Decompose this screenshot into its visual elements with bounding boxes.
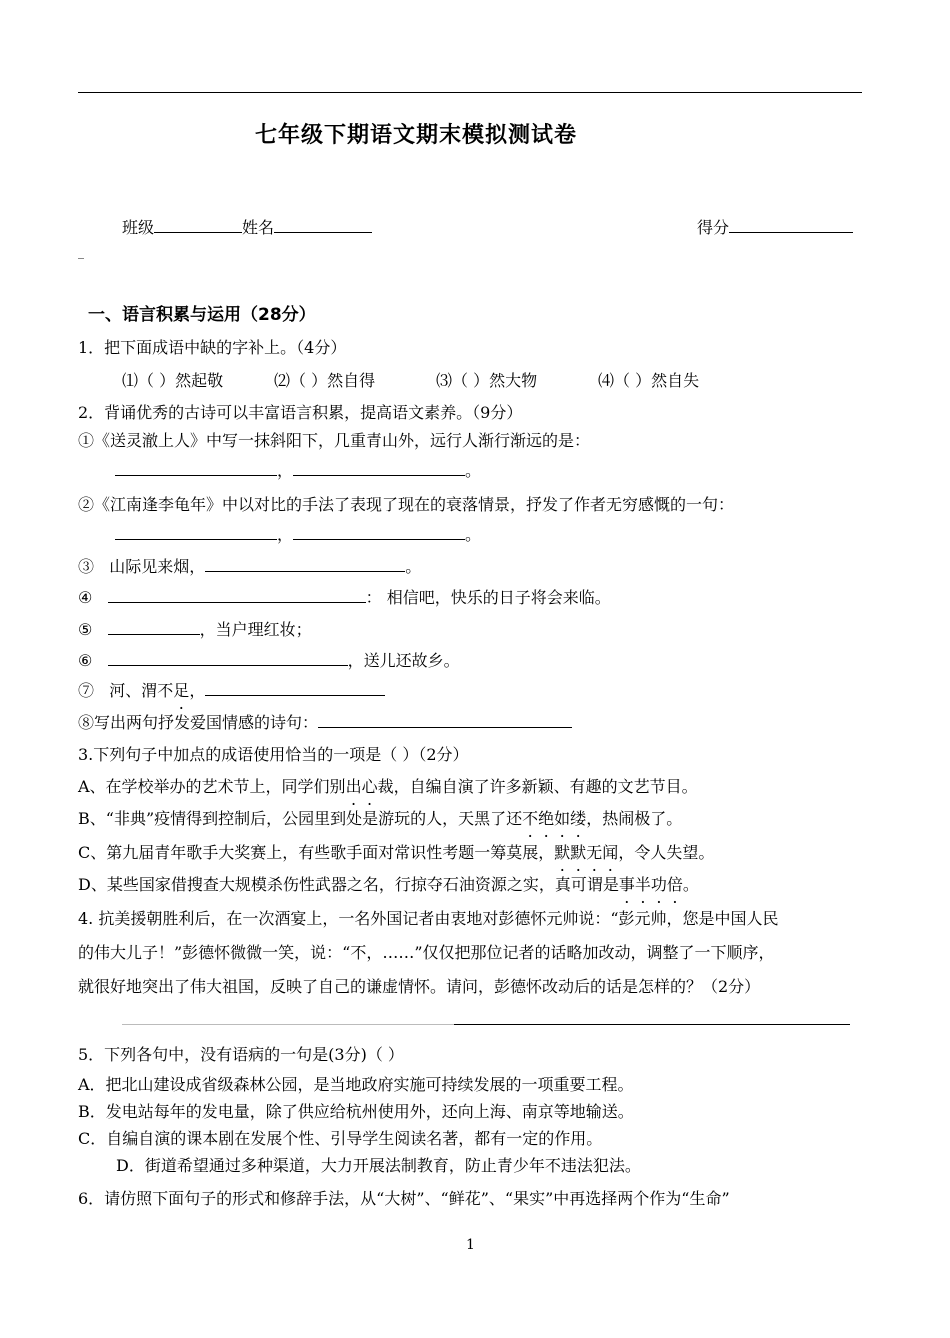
- item-text: ，送儿还故乡。: [347, 651, 460, 670]
- q2-item-6: [78, 648, 460, 671]
- period: 。: [465, 461, 482, 480]
- q5-option-a: A．把北山建设成省级森林公园，是当地政府实施可持续发展的一项重要工程。: [78, 1075, 634, 1094]
- class-blank[interactable]: [154, 218, 242, 233]
- emphasis-char: 足: [173, 681, 190, 700]
- item-text: ，当户理红妆；: [199, 620, 312, 639]
- q2-item-2: ②《江南逢李龟年》中以对比的手法了表现了现在的衰落情景，抒发了作者无穷感慨的一句：: [78, 495, 735, 514]
- page-number: 1: [466, 1237, 475, 1253]
- emphasis-char: 事: [618, 875, 635, 894]
- stray-mark: _: [78, 245, 84, 259]
- q3-option-c: [78, 840, 714, 863]
- emphasis-char: 倍: [666, 875, 683, 894]
- option-text: 。: [682, 875, 699, 894]
- emphasis-char: 绝: [538, 809, 555, 828]
- answer-blank[interactable]: [115, 461, 277, 476]
- emphasis-char: 心: [361, 777, 378, 796]
- q3-option-d: [78, 872, 699, 895]
- name-blank[interactable]: [274, 218, 372, 233]
- item-number: ⑦: [78, 681, 95, 700]
- q2-item-8: [78, 710, 572, 733]
- answer-blank[interactable]: [108, 620, 200, 635]
- item-text: 河、渭不: [109, 681, 174, 700]
- item-number: ⑥: [78, 651, 93, 670]
- q1-item: ⑷（ ）然自失: [598, 371, 700, 390]
- q2-stem: 2．背诵优秀的古诗可以丰富语言积累，提高语文素养。（9分）: [78, 403, 523, 422]
- page-title: 七年级下期语文期末模拟测试卷: [255, 122, 578, 148]
- period: 。: [405, 557, 422, 576]
- option-text: 裁，自编自演了许多新颖、有趣的文艺节目。: [377, 777, 698, 796]
- answer-blank[interactable]: [205, 681, 385, 696]
- q2-item-4: [78, 585, 611, 608]
- q2-item-1-answer: [115, 458, 481, 481]
- q4-answer-line[interactable]: [454, 1024, 850, 1025]
- item-number: ⑤: [78, 620, 93, 639]
- answer-blank[interactable]: [293, 461, 465, 476]
- name-label: 姓名: [242, 218, 275, 237]
- answer-blank[interactable]: [293, 525, 465, 540]
- class-label: 班级: [122, 218, 155, 237]
- answer-blank[interactable]: [318, 713, 572, 728]
- q3-option-a: [78, 774, 698, 797]
- q5-stem: 5．下列各句中，没有语病的一句是(3分)（ ）: [78, 1045, 404, 1064]
- item-text: ： 相信吧，快乐的日子将会来临。: [365, 588, 611, 607]
- q1-item: ⑶（ ）然大物: [436, 371, 538, 390]
- answer-blank[interactable]: [205, 557, 405, 572]
- emphasis-char: 默: [570, 843, 587, 862]
- q1-item: ⑴（ ）然起敬: [122, 371, 224, 390]
- q2-item-3: [78, 554, 421, 577]
- q2-item-2-answer: [115, 522, 481, 545]
- score-blank[interactable]: [729, 218, 853, 233]
- emphasis-char: 无: [586, 843, 603, 862]
- section-heading: 一、语言积累与运用（28分）: [88, 305, 316, 325]
- option-text: ，热闹极了。: [586, 809, 683, 828]
- option-text: C、第九届青年歌手大奖赛上，有些歌手面对常识性考题一筹莫展，: [78, 843, 555, 862]
- emphasis-char: 闻: [602, 843, 619, 862]
- student-info-row: [122, 215, 372, 238]
- emphasis-char: 不: [522, 809, 539, 828]
- q3-stem: 3.下列句子中加点的成语使用恰当的一项是（ ）（2分）: [78, 745, 469, 764]
- comma: ，: [277, 461, 294, 480]
- answer-blank[interactable]: [115, 525, 277, 540]
- top-rule: [78, 92, 862, 93]
- q4-line-2: 的伟大儿子！”彭德怀微微一笑，说：“不，……”仅仅把那位记者的话略加改动，调整了一下顺序，: [78, 943, 775, 962]
- q4-answer-line-faint[interactable]: [122, 1024, 454, 1025]
- emphasis-char: 功: [650, 875, 667, 894]
- score-label: 得分: [697, 218, 730, 237]
- q5-option-c: C．自编自演的课本剧在发展个性、引导学生阅读名著，都有一定的作用。: [78, 1129, 603, 1148]
- item-text: 山际见来烟，: [109, 557, 206, 576]
- q2-item-5: [78, 617, 312, 640]
- emphasis-char: 出: [345, 777, 362, 796]
- period: 。: [465, 525, 482, 544]
- q1-stem: 1．把下面成语中缺的字补上。（4分）: [78, 338, 347, 357]
- emphasis-char: 缕: [570, 809, 587, 828]
- item-number: ④: [78, 588, 93, 607]
- item-text: ⑧写出两句抒发爱国情感的诗句：: [78, 713, 319, 732]
- option-text: A、在学校举办的艺术节上，同学们别: [78, 777, 346, 796]
- option-text: D、某些国家借搜查大规模杀伤性武器之名，行掠夺石油资源之实，真可谓是: [78, 875, 619, 894]
- item-text: ，: [189, 681, 206, 700]
- comma: ，: [277, 525, 294, 544]
- q4-line-1: 4. 抗美援朝胜利后，在一次酒宴上，一名外国记者由衷地对彭德怀元帅说：“彭元帅，您是中国人民: [78, 909, 779, 928]
- q2-item-1: ①《送灵澈上人》中写一抹斜阳下，几重青山外，远行人渐行渐远的是：: [78, 431, 591, 450]
- q3-option-b: [78, 806, 682, 829]
- answer-blank[interactable]: [108, 651, 348, 666]
- option-text: ，令人失望。: [618, 843, 715, 862]
- emphasis-char: 半: [634, 875, 651, 894]
- q2-item-7: [78, 678, 385, 701]
- score-field: [697, 215, 853, 238]
- emphasis-char: 默: [554, 843, 571, 862]
- q5-option-b: B．发电站每年的发电量，除了供应给杭州使用外，还向上海、南京等地输送。: [78, 1102, 634, 1121]
- q4-line-3: 就很好地突出了伟大祖国，反映了自己的谦虚情怀。请问，彭德怀改动后的话是怎样的？（2分）: [78, 977, 761, 996]
- q6-stem: 6．请仿照下面句子的形式和修辞手法，从“大树”、“鲜花”、“果实”中再选择两个作为“生命”: [78, 1189, 730, 1208]
- item-number: ③: [78, 557, 95, 576]
- q1-item: ⑵（ ）然自得: [274, 371, 376, 390]
- emphasis-char: 如: [554, 809, 571, 828]
- q5-option-d: D．街道希望通过多种渠道，大力开展法制教育，防止青少年不违法犯法。: [116, 1156, 641, 1175]
- option-text: B、“非典”疫情得到控制后，公园里到处是游玩的人，天黑了还: [78, 809, 523, 828]
- answer-blank[interactable]: [108, 588, 366, 603]
